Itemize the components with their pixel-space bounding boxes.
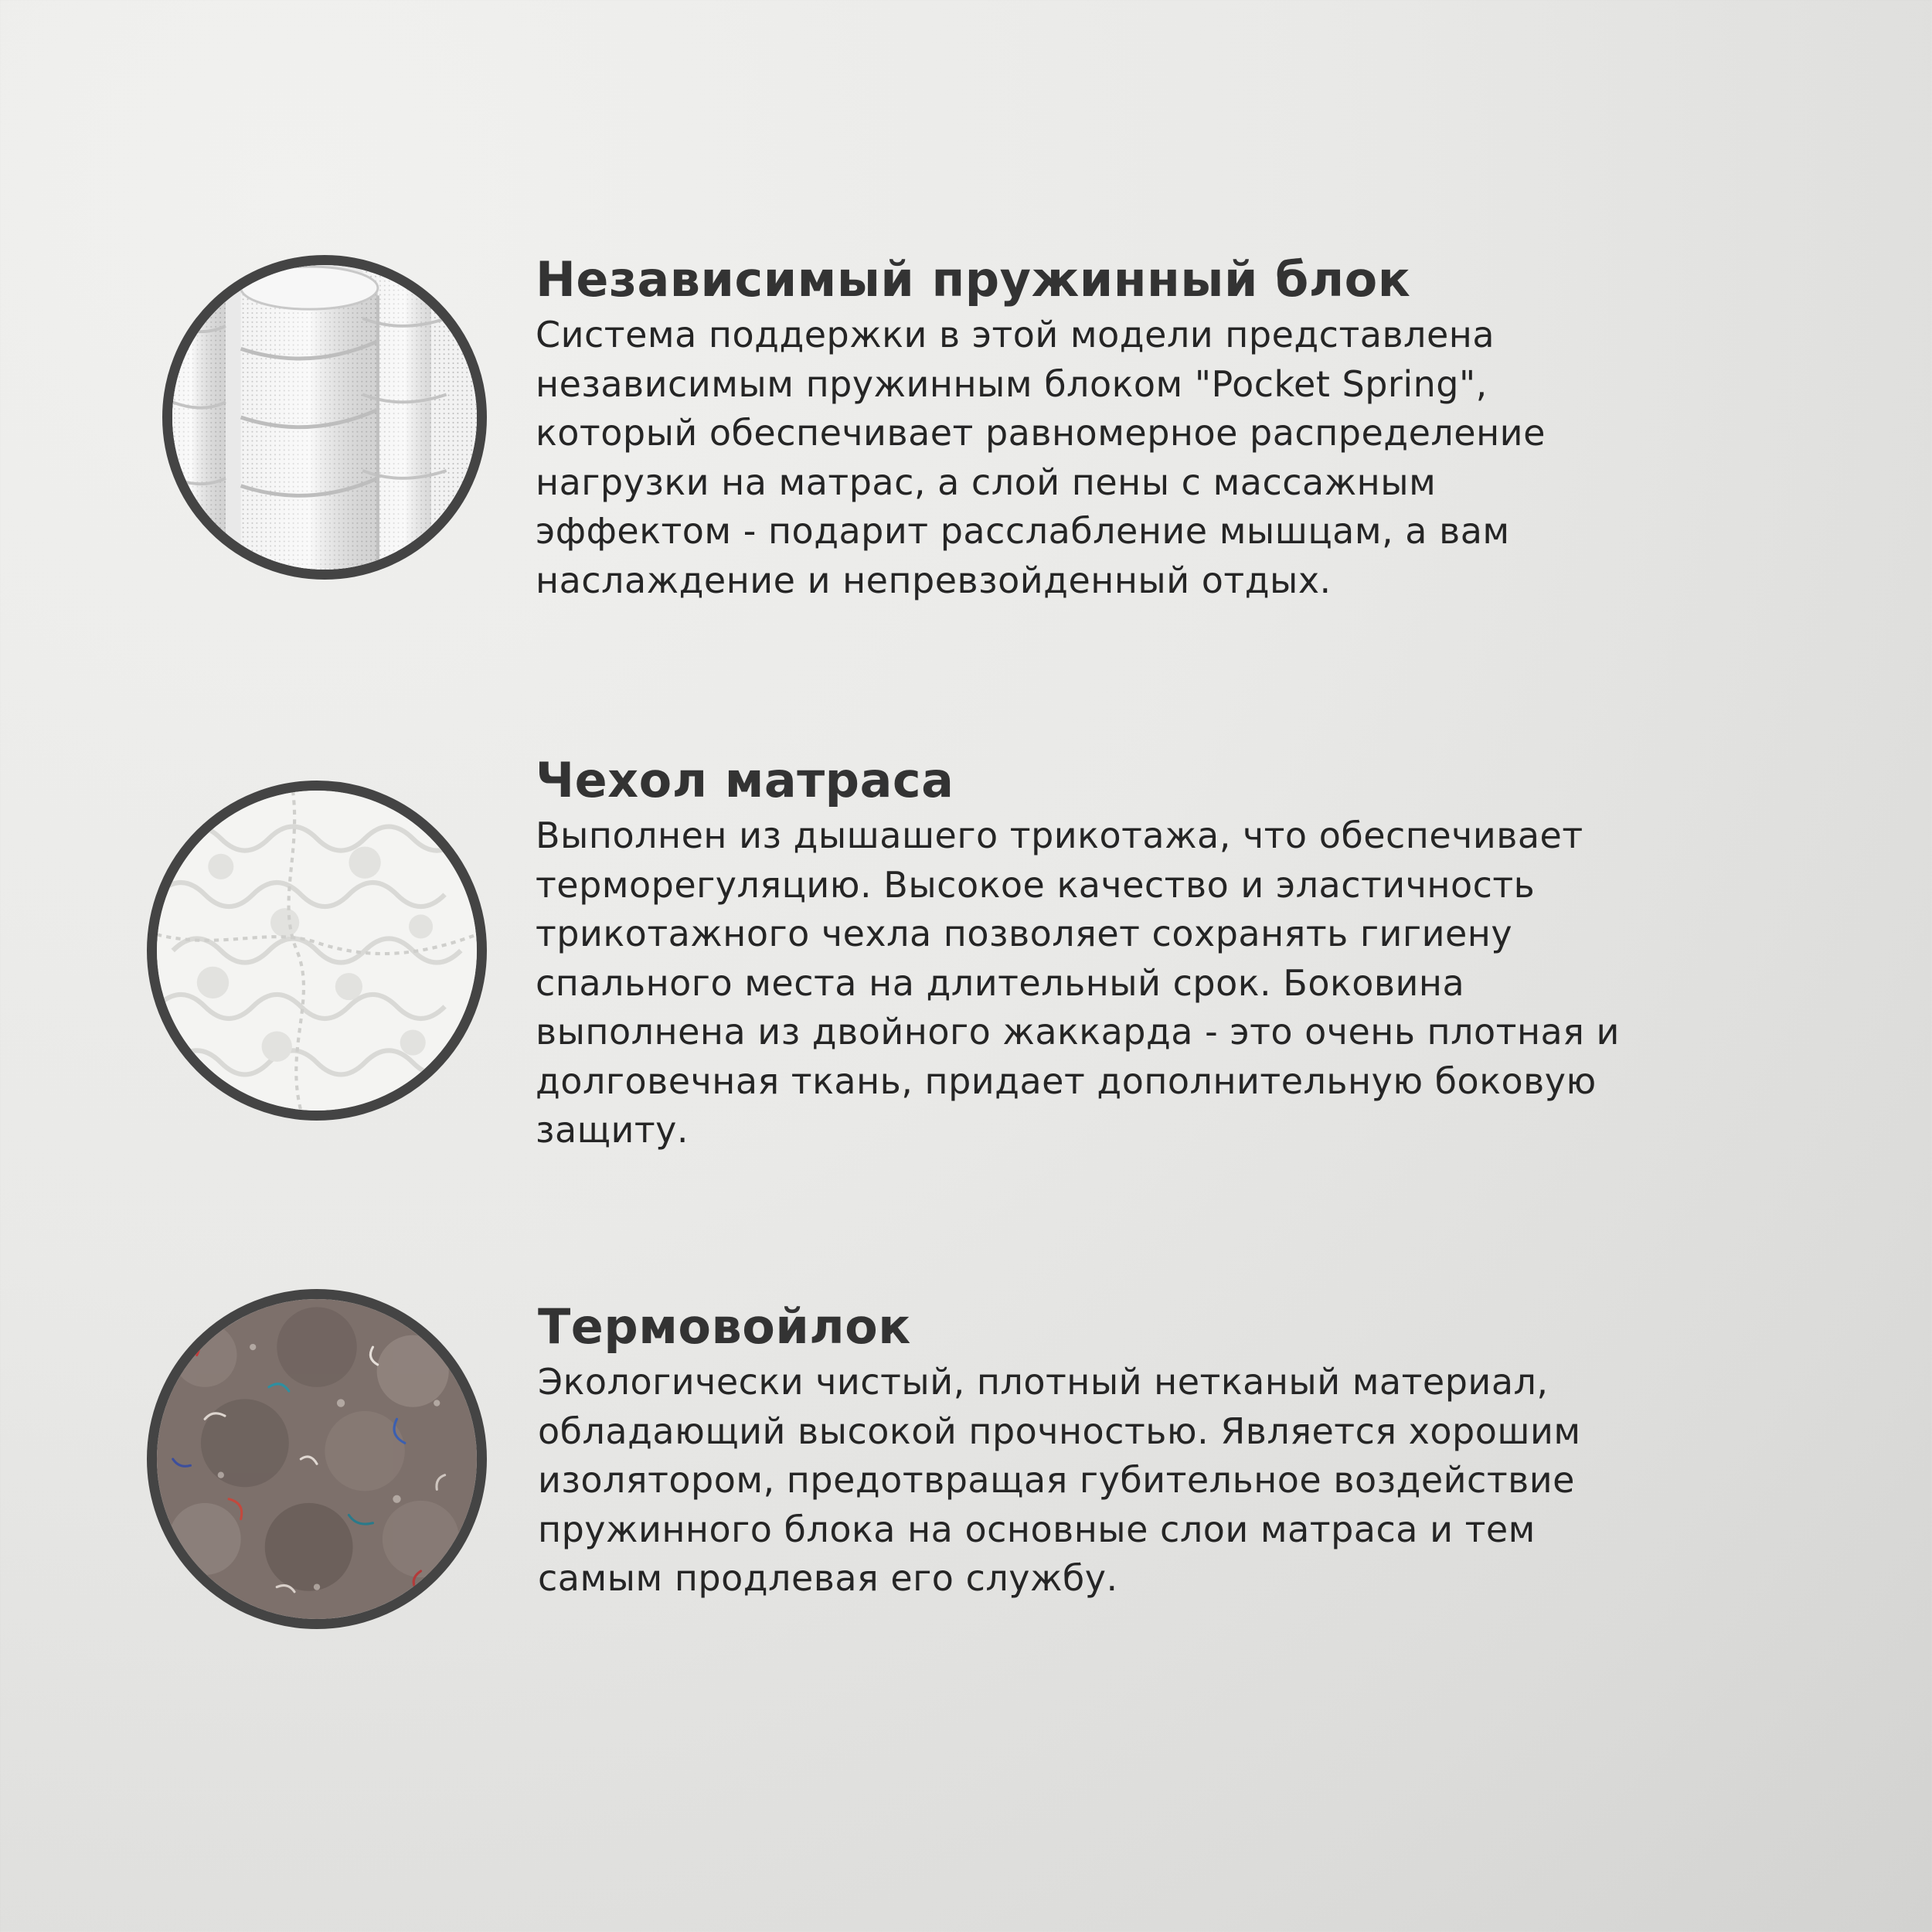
feature-title: Чехол матраса: [536, 752, 954, 808]
description-line: пружинного блока на основные слои матраса и тем: [538, 1508, 1536, 1550]
feature-description: [538, 1358, 1932, 1604]
description-line: самым продлевая его службу.: [538, 1557, 1118, 1599]
feature-description: [536, 811, 1932, 1155]
feature-text: [538, 1296, 1932, 1604]
feature-text: [536, 249, 1932, 605]
description-line: изолятором, предотвращая губительное воздействие: [538, 1459, 1575, 1501]
description-line: терморегуляцию. Высокое качество и эластичность: [536, 863, 1536, 906]
description-line: независимым пружинным блоком "Pocket Spring",: [536, 362, 1488, 405]
description-line: выполнена из двойного жаккарда - это очень плотная и: [536, 1011, 1620, 1053]
description-line: нагрузки на матрас, а слой пены с массажным: [536, 461, 1437, 503]
description-line: Система поддержки в этой модели представлена: [536, 314, 1495, 355]
description-line: Выполнен из дышашего трикотажа, что обеспечивает: [536, 815, 1583, 856]
description-line: долговечная ткань, придает дополнительную боковую: [536, 1060, 1597, 1102]
description-line: который обеспечивает равномерное распределение: [536, 412, 1546, 454]
description-line: Экологически чистый, плотный нетканый материал,: [538, 1361, 1549, 1403]
feature-title: Независимый пружинный блок: [536, 251, 1411, 308]
feature-description: [536, 311, 1932, 605]
description-line: наслаждение и непревзойденный отдых.: [536, 559, 1332, 601]
feature-title: Термовойлок: [538, 1298, 911, 1355]
description-line: защиту.: [536, 1109, 689, 1151]
description-line: эффектом - подарит расслабление мышцам, а вам: [536, 510, 1510, 552]
felt-material-image: [147, 1289, 487, 1629]
jacquard-fabric-image: [147, 781, 487, 1121]
description-line: спального места на длительный срок. Боковина: [536, 961, 1465, 1004]
pocket-spring-image: [162, 255, 487, 580]
feature-text: [536, 750, 1932, 1155]
description-line: обладающий высокой прочностью. Является хорошим: [538, 1410, 1581, 1452]
description-line: трикотажного чехла позволяет сохранять гигиену: [536, 913, 1513, 954]
